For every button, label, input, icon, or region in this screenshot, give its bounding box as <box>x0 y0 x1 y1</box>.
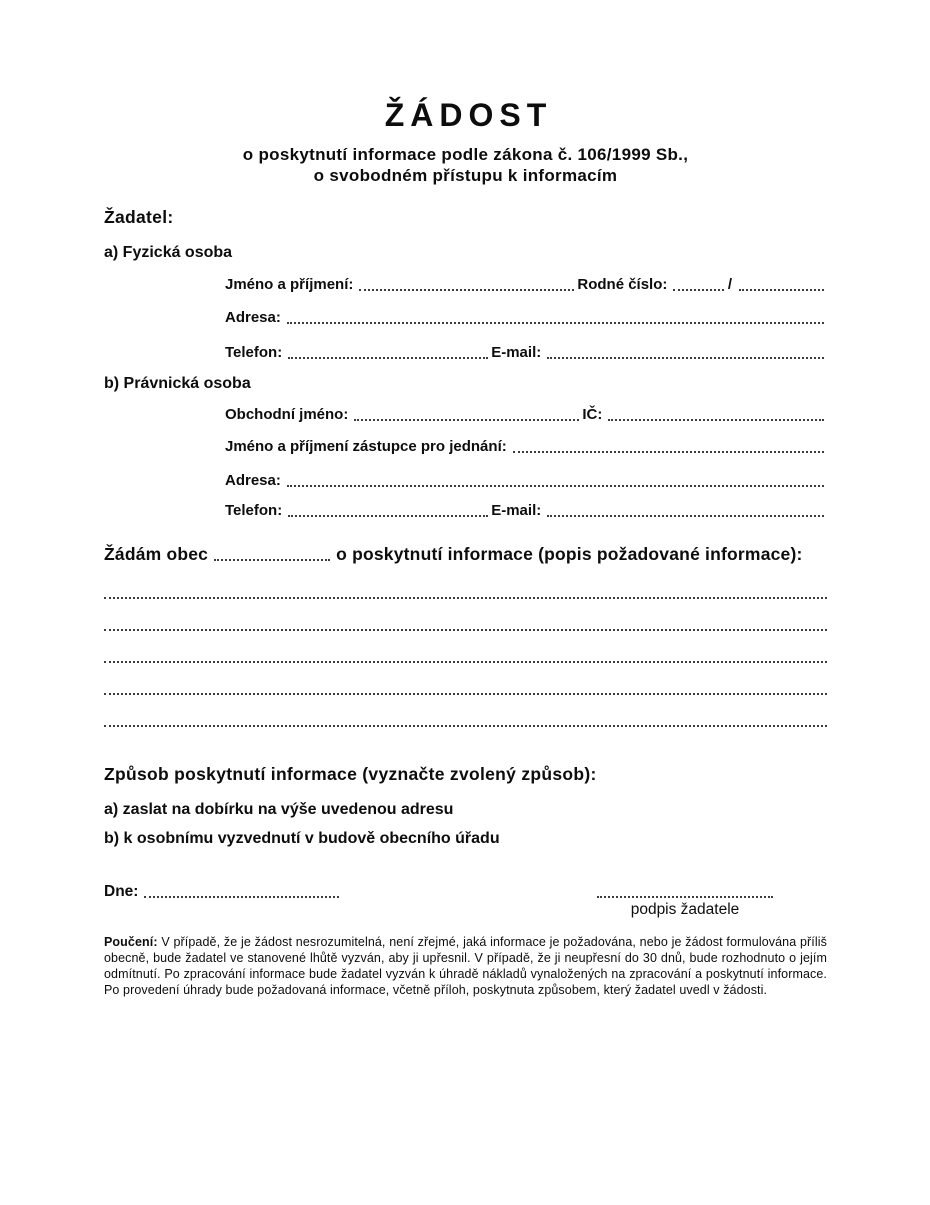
physical-email-fill-line <box>547 347 824 359</box>
request-description-area <box>104 565 827 727</box>
birth-number-fill-line-1 <box>673 279 723 291</box>
request-lead-before: Žádám obec <box>104 544 209 564</box>
date-label: Dne: <box>104 883 139 900</box>
request-description-line-2 <box>104 599 827 631</box>
representative-line <box>225 438 827 456</box>
notice-label: Poučení: <box>104 935 158 949</box>
form-title: ŽÁDOST <box>384 97 553 133</box>
request-lead-after: o poskytnutí informace (popis požadované informace): <box>336 544 803 564</box>
legal-person-heading: b) Právnická osoba <box>104 375 251 392</box>
business-name-line <box>225 406 827 424</box>
request-description-line-3 <box>104 631 827 663</box>
signature-block <box>597 883 773 919</box>
date-group <box>104 883 342 901</box>
request-description-line-4 <box>104 663 827 695</box>
legal-address-fill-line <box>287 475 824 487</box>
physical-name-label: Jméno a příjmení: <box>225 276 354 293</box>
request-lead-line <box>104 544 827 565</box>
birth-number-fill-line-2 <box>739 279 824 291</box>
company-id-label: IČ: <box>582 406 603 423</box>
form-subtitle <box>104 144 827 186</box>
business-name-label: Obchodní jméno: <box>225 406 349 423</box>
business-name-fill-line <box>354 409 579 421</box>
company-id-fill-line <box>608 409 824 421</box>
physical-phone-email-line <box>225 344 827 362</box>
birth-number-separator: / <box>727 276 732 293</box>
legal-phone-fill-line <box>288 505 488 517</box>
physical-email-label: E-mail: <box>491 344 542 361</box>
request-description-line-1 <box>104 565 827 599</box>
subtitle-line-2: o svobodném přístupu k informacím <box>313 166 618 185</box>
physical-phone-fill-line <box>288 347 488 359</box>
request-description-line-5 <box>104 695 827 727</box>
legal-email-fill-line <box>547 505 824 517</box>
delivery-option-b: b) k osobnímu vyzvednutí v budově obecního úřadu <box>104 830 500 847</box>
notice-paragraph <box>104 934 827 998</box>
physical-person-heading: a) Fyzická osoba <box>104 244 233 261</box>
legal-address-line <box>225 472 827 490</box>
date-fill-line <box>144 886 339 898</box>
date-signature-row <box>104 883 827 919</box>
delivery-option-a: a) zaslat na dobírku na výše uvedenou adresu <box>104 801 454 818</box>
physical-address-label: Adresa: <box>225 309 281 326</box>
subtitle-line-1: o poskytnutí informace podle zákona č. 106/1999 Sb., <box>242 145 689 164</box>
representative-fill-line <box>513 441 824 453</box>
physical-name-line <box>225 276 827 294</box>
applicant-heading: Žadatel: <box>104 207 174 227</box>
birth-number-label: Rodné číslo: <box>577 276 668 293</box>
signature-caption: podpis žadatele <box>630 901 740 918</box>
physical-phone-label: Telefon: <box>225 344 283 361</box>
municipality-fill-line <box>214 548 330 561</box>
representative-label: Jméno a příjmení zástupce pro jednání: <box>225 438 507 455</box>
signature-fill-line <box>597 883 773 898</box>
physical-name-fill-line <box>359 279 574 291</box>
legal-email-label: E-mail: <box>491 502 542 519</box>
notice-text: V případě, že je žádost nesrozumitelná, není zřejmé, jaká informace je požadována, nebo je žádost formulována příliš obecně, bude žadatel ve stanovené lhůtě vyzván, aby ji upřesnil. V případě, že ji neupřesní do 30 dnů, bude rozhodnuto o jejím odmítnutí. Po zpracování informace bude žadatel vyzván k úhradě nákladů vynaložených na zpracování a poskytnutí informace. Po provedení úhrady bude požadovaná informace, včetně příloh, poskytnuta způsobem, který žadatel uvedl v žádosti. <box>104 935 827 997</box>
legal-phone-label: Telefon: <box>225 502 283 519</box>
legal-phone-email-line <box>225 502 827 520</box>
delivery-method-heading: Způsob poskytnutí informace (vyznačte zvolený způsob): <box>104 764 597 784</box>
legal-address-label: Adresa: <box>225 472 281 489</box>
physical-address-fill-line <box>287 312 824 324</box>
physical-address-line <box>225 309 827 327</box>
